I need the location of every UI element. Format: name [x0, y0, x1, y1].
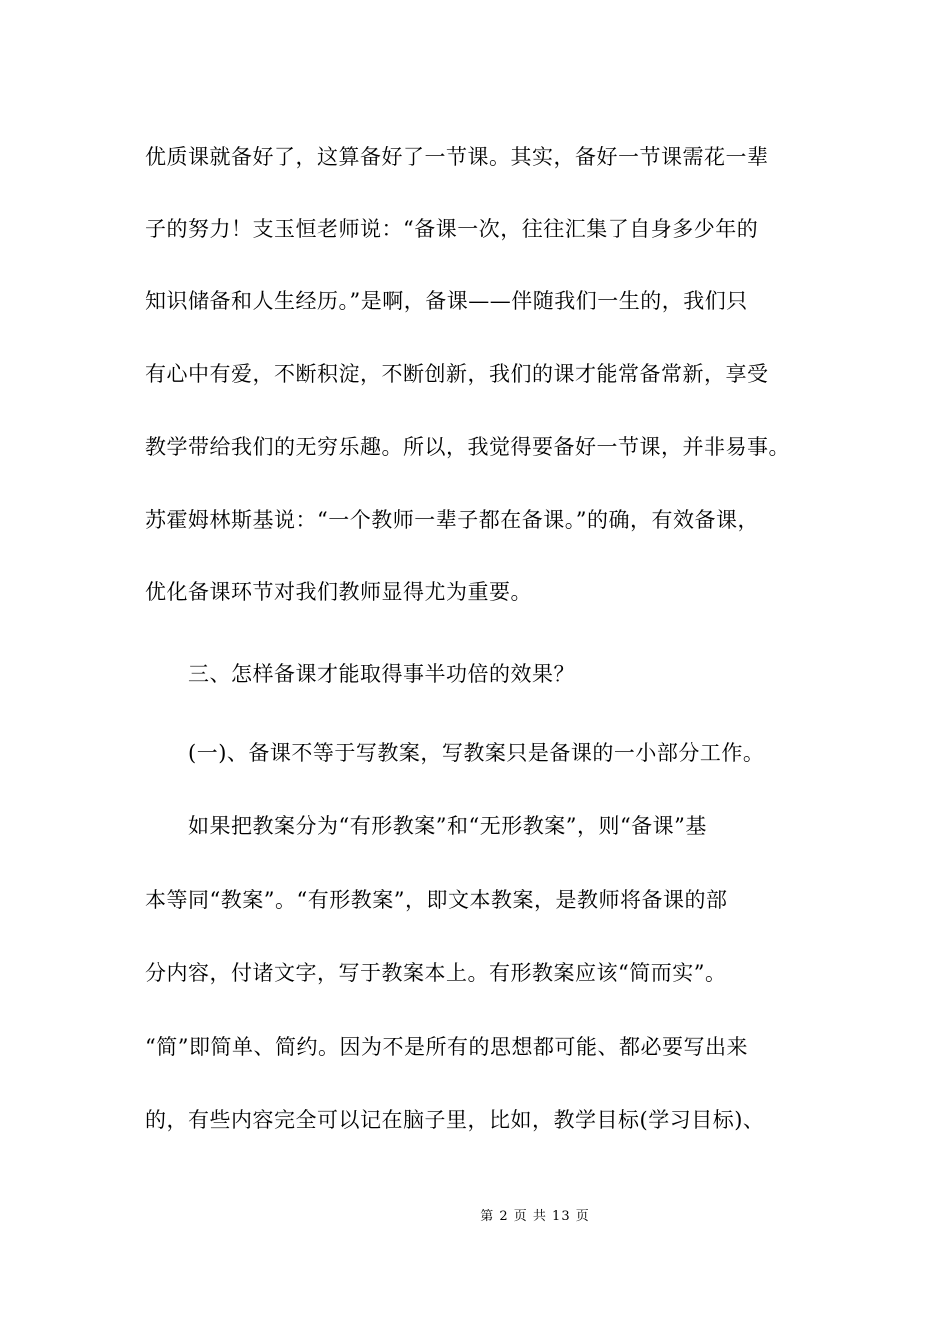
- body-line-8: 如果把教案分为“有形教案”和“无形教案”，则“备课”基: [188, 814, 707, 838]
- body-line-7: 优化备课环节对我们教师显得尤为重要。: [145, 580, 532, 604]
- body-line-1: 优质课就备好了，这算备好了一节课。其实，备好一节课需花一辈: [145, 145, 769, 169]
- page-number-footer: 第 2 页 共 13 页: [480, 1209, 590, 1224]
- body-line-4: 有心中有爱，不断积淀，不断创新，我们的课才能常备常新，享受: [145, 362, 769, 386]
- section-heading: 三、怎样备课才能取得事半功倍的效果？: [188, 662, 575, 686]
- body-line-12: 的，有些内容完全可以记在脑子里，比如，教学目标(学习目标)、: [145, 1108, 765, 1132]
- body-line-9: 本等同“教案”。“有形教案”，即文本教案，是教师将备课的部: [145, 888, 728, 912]
- body-line-6: 苏霍姆林斯基说：“一个教师一辈子都在备课。”的确，有效备课，: [145, 508, 759, 532]
- body-line-2: 子的努力！支玉恒老师说：“备课一次，往往汇集了自身多少年的: [145, 217, 759, 241]
- body-line-10: 分内容，付诸文字，写于教案本上。有形教案应该“简而实”。: [145, 961, 727, 985]
- subsection-heading: (一)、备课不等于写教案，写教案只是备课的一小部分工作。: [188, 741, 765, 765]
- body-line-3: 知识储备和人生经历。”是啊，备课——伴随我们一生的，我们只: [145, 289, 748, 313]
- body-line-5: 教学带给我们的无穷乐趣。所以，我觉得要备好一节课，并非易事。: [145, 435, 790, 459]
- body-line-11: “简”即简单、简约。因为不是所有的思想都可能、都必要写出来: [145, 1035, 748, 1059]
